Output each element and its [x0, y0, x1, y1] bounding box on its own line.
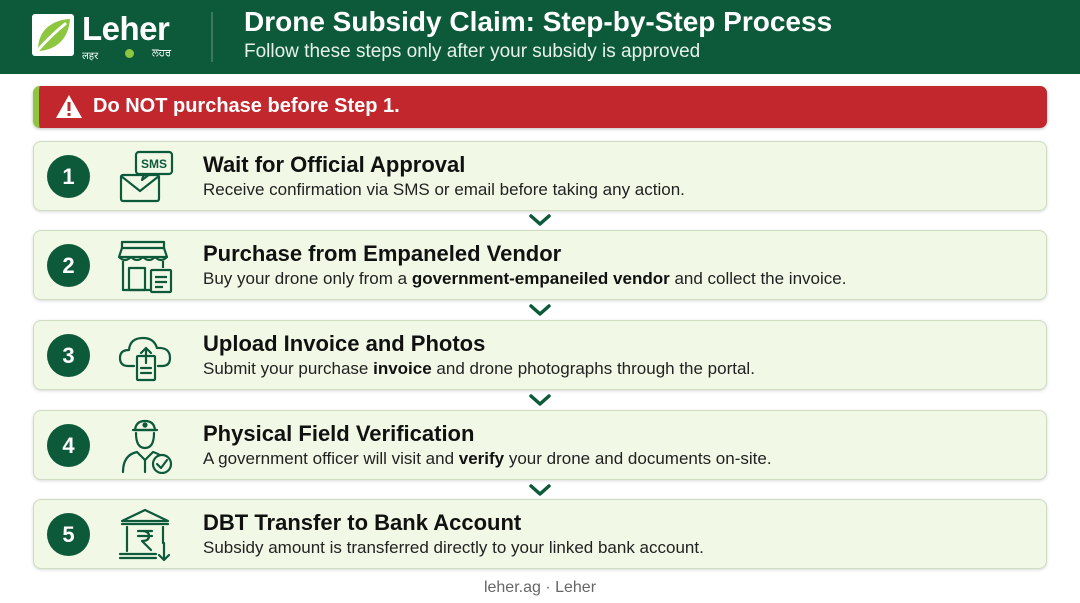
step-description: Subsidy amount is transferred directly to your linked bank account. — [203, 538, 704, 557]
bank-rupee-transfer-icon — [118, 507, 176, 563]
warning-triangle-icon — [55, 94, 83, 119]
step-description: Submit your purchase invoice and drone photographs through the portal. — [203, 359, 755, 378]
chevron-down-icon — [528, 483, 552, 497]
brand-logo[interactable] — [32, 12, 202, 62]
step-card-1 — [33, 141, 1047, 211]
step-card-2 — [33, 230, 1047, 300]
warning-text: Do NOT purchase before Step 1. — [93, 95, 400, 117]
page-subtitle: Follow these steps only after your subsidy is approved — [244, 41, 701, 62]
step-title: Wait for Official Approval — [203, 152, 466, 177]
step-number: 3 — [47, 334, 90, 377]
officer-verified-icon — [118, 418, 176, 474]
header-divider — [211, 12, 213, 62]
step-description: Receive confirmation via SMS or email before taking any action. — [203, 180, 685, 199]
leaf-logo-icon — [32, 14, 74, 56]
step-number: 1 — [47, 155, 90, 198]
step-description: A government officer will visit and verify your drone and documents on-site. — [203, 449, 772, 468]
header-bar — [0, 0, 1080, 74]
storefront-invoice-icon — [118, 238, 176, 294]
step-number: 5 — [47, 513, 90, 556]
step-title: Upload Invoice and Photos — [203, 331, 486, 356]
brand-sub-hindi: लहर — [82, 51, 99, 62]
brand-sub-punjabi: ਲਹਰ — [152, 48, 172, 59]
page-title: Drone Subsidy Claim: Step-by-Step Process — [244, 6, 833, 37]
cloud-upload-document-icon — [118, 328, 176, 384]
step-title: DBT Transfer to Bank Account — [203, 510, 522, 535]
svg-text:SMS: SMS — [140, 157, 168, 171]
brand-dot-icon — [125, 49, 134, 58]
chevron-down-icon — [528, 393, 552, 407]
sms-envelope-icon — [118, 149, 176, 205]
step-card-5 — [33, 499, 1047, 569]
chevron-down-icon — [528, 303, 552, 317]
step-title: Purchase from Empaneled Vendor — [203, 241, 562, 266]
step-card-3 — [33, 320, 1047, 390]
step-description: Buy your drone only from a government-empaneiled vendor and collect the invoice. — [203, 269, 847, 288]
step-number: 2 — [47, 244, 90, 287]
footer-credit: leher.ag · Leher — [483, 579, 597, 596]
step-title: Physical Field Verification — [203, 421, 475, 446]
brand-name: Leher — [82, 10, 170, 47]
step-number: 4 — [47, 424, 90, 467]
warning-banner — [33, 86, 1047, 128]
step-card-4 — [33, 410, 1047, 480]
chevron-down-icon — [528, 213, 552, 227]
